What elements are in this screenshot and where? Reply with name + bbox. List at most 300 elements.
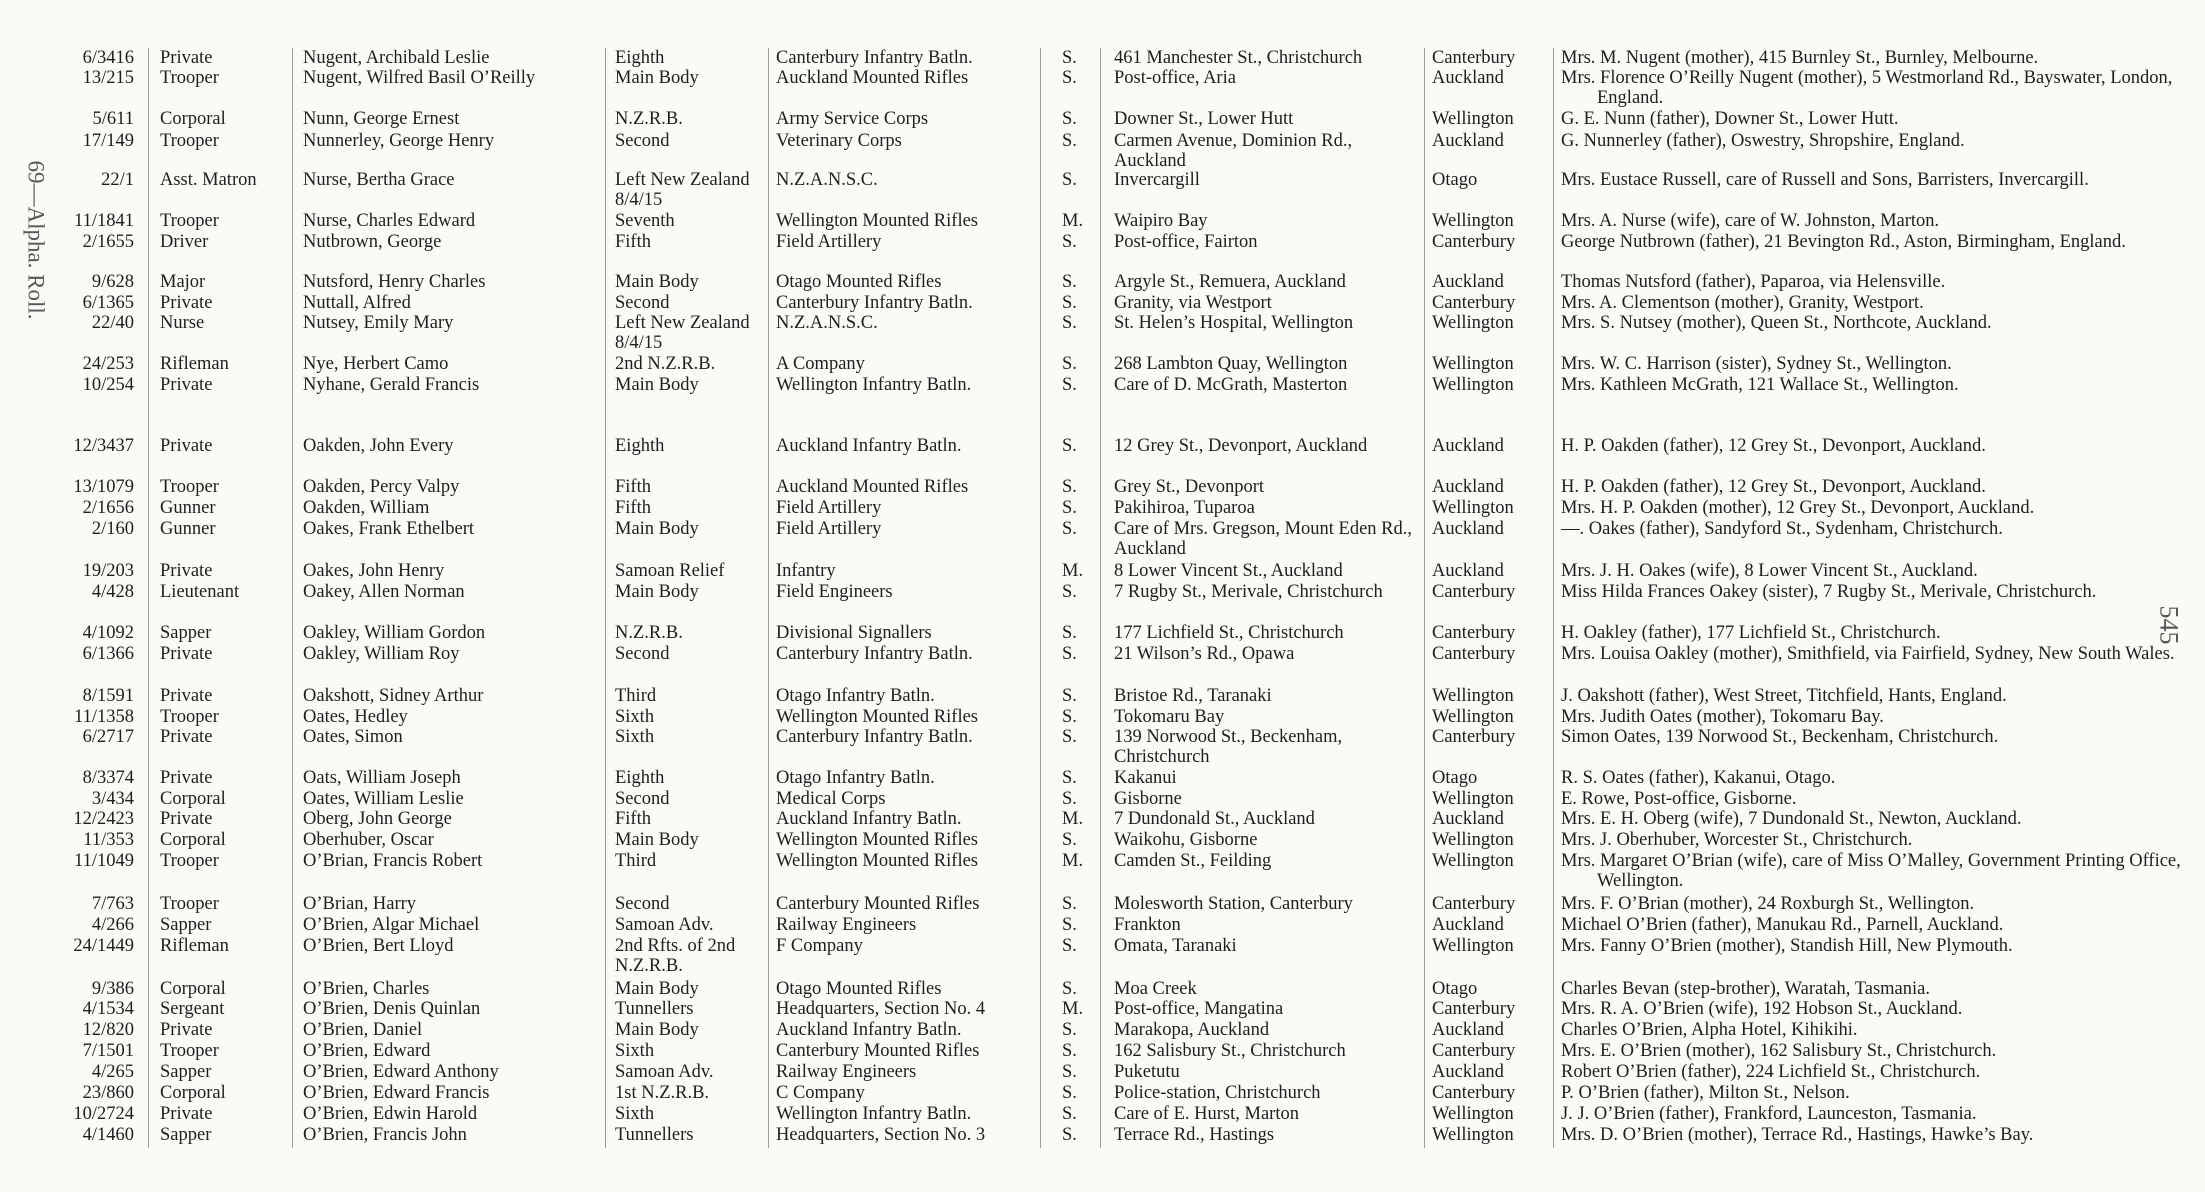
marital-status: S.	[1062, 170, 1077, 190]
service-number: 2/1655	[82, 232, 134, 252]
last-address: 8 Lower Vincent St., Auckland	[1114, 561, 1343, 581]
rank: Trooper	[160, 131, 219, 151]
last-address: 21 Wilson’s Rd., Opawa	[1114, 644, 1295, 664]
last-address: Post-office, Mangatina	[1114, 999, 1284, 1019]
service-number: 6/3416	[82, 48, 134, 68]
corps: A Company	[776, 354, 865, 374]
unit-draft: Third	[615, 851, 657, 871]
unit-draft: Eighth	[615, 48, 665, 68]
unit-draft: Second	[615, 894, 670, 914]
district: Wellington	[1432, 1104, 1514, 1124]
last-address: Care of E. Hurst, Marton	[1114, 1104, 1299, 1124]
marital-status: M.	[1062, 211, 1084, 231]
marital-status: S.	[1062, 272, 1077, 292]
next-of-kin: H. P. Oakden (father), 12 Grey St., Devonport, Auckland.	[1561, 477, 1986, 497]
marital-status: S.	[1062, 1083, 1077, 1103]
soldier-name: Nuttall, Alfred	[303, 293, 411, 313]
rank: Corporal	[160, 109, 226, 129]
corps: Field Artillery	[776, 519, 882, 539]
rank: Sapper	[160, 1062, 212, 1082]
rank: Private	[160, 1104, 213, 1124]
soldier-name: Oats, William Joseph	[303, 768, 461, 788]
unit-draft: Samoan Adv.	[615, 915, 714, 935]
district: Wellington	[1432, 109, 1514, 129]
district: Canterbury	[1432, 232, 1516, 252]
district: Wellington	[1432, 789, 1514, 809]
unit-draft: 1st N.Z.R.B.	[615, 1083, 710, 1103]
marital-status: S.	[1062, 727, 1077, 747]
soldier-name: O’Brien, Edward Francis	[303, 1083, 490, 1103]
service-number: 19/203	[82, 561, 134, 581]
unit-draft: Tunnellers	[615, 999, 694, 1019]
corps: Canterbury Infantry Batln.	[776, 727, 973, 747]
district: Canterbury	[1432, 727, 1516, 747]
soldier-name: O’Brien, Edwin Harold	[303, 1104, 478, 1124]
unit-draft: Sixth	[615, 727, 655, 747]
rank: Sapper	[160, 915, 212, 935]
next-of-kin: Michael O’Brien (father), Manukau Rd., Parnell, Auckland.	[1561, 915, 2004, 935]
soldier-name: Nugent, Archibald Leslie	[303, 48, 490, 68]
soldier-name: Nyhane, Gerald Francis	[303, 375, 480, 395]
unit-draft: Fifth	[615, 498, 651, 518]
next-of-kin: E. Rowe, Post-office, Gisborne.	[1561, 789, 1797, 809]
soldier-name: Oakden, John Every	[303, 436, 454, 456]
unit-draft: Sixth	[615, 1041, 655, 1061]
last-address: 7 Rugby St., Merivale, Christchurch	[1114, 582, 1383, 602]
unit-draft: Main Body	[615, 519, 699, 539]
soldier-name: Nunnerley, George Henry	[303, 131, 495, 151]
marital-status: M.	[1062, 561, 1084, 581]
corps: Wellington Mounted Rifles	[776, 830, 978, 850]
unit-draft: Main Body	[615, 830, 699, 850]
corps: Auckland Infantry Batln.	[776, 809, 962, 829]
unit-draft: Eighth	[615, 436, 665, 456]
corps: Field Artillery	[776, 232, 882, 252]
rank: Gunner	[160, 498, 216, 518]
soldier-name: O’Brien, Charles	[303, 979, 430, 999]
service-number: 2/1656	[82, 498, 134, 518]
rank: Private	[160, 48, 213, 68]
marital-status: S.	[1062, 1062, 1077, 1082]
district: Auckland	[1432, 131, 1504, 151]
soldier-name: O’Brian, Francis Robert	[303, 851, 483, 871]
service-number: 10/254	[82, 375, 134, 395]
roll-entry	[0, 375, 2205, 435]
last-address: Tokomaru Bay	[1114, 707, 1225, 727]
marital-status: S.	[1062, 68, 1077, 88]
next-of-kin: Mrs. R. A. O’Brien (wife), 192 Hobson St., Auckland.	[1561, 999, 1963, 1019]
next-of-kin: Mrs. J. Oberhuber, Worcester St., Christchurch.	[1561, 830, 1913, 850]
next-of-kin: Mrs. Kathleen McGrath, 121 Wallace St., Wellington.	[1561, 375, 1959, 395]
marital-status: S.	[1062, 477, 1077, 497]
soldier-name: Oakes, Frank Ethelbert	[303, 519, 475, 539]
marital-status: S.	[1062, 936, 1077, 956]
soldier-name: O’Brien, Denis Quinlan	[303, 999, 481, 1019]
district: Canterbury	[1432, 644, 1516, 664]
district: Wellington	[1432, 375, 1514, 395]
district: Canterbury	[1432, 999, 1516, 1019]
district: Canterbury	[1432, 1041, 1516, 1061]
corps: Army Service Corps	[776, 109, 929, 129]
next-of-kin: Mrs. F. O’Brian (mother), 24 Roxburgh St., Wellington.	[1561, 894, 1975, 914]
service-number: 2/160	[91, 519, 134, 539]
district: Canterbury	[1432, 48, 1516, 68]
corps: Wellington Mounted Rifles	[776, 707, 978, 727]
corps: Canterbury Infantry Batln.	[776, 48, 973, 68]
last-address: Downer St., Lower Hutt	[1114, 109, 1294, 129]
rank: Trooper	[160, 68, 219, 88]
corps: Railway Engineers	[776, 915, 917, 935]
rank: Trooper	[160, 211, 219, 231]
rank: Private	[160, 293, 213, 313]
next-of-kin: Mrs. E. H. Oberg (wife), 7 Dundonald St., Newton, Auckland.	[1561, 809, 2022, 829]
rank: Corporal	[160, 830, 226, 850]
marital-status: S.	[1062, 375, 1077, 395]
service-number: 13/1079	[73, 477, 134, 497]
roll-side-label: 69—Alpha. Roll.	[24, 160, 49, 320]
next-of-kin: Mrs. Eustace Russell, care of Russell and Sons, Barristers, Invercargill.	[1561, 170, 2089, 190]
last-address: Puketutu	[1114, 1062, 1180, 1082]
marital-status: S.	[1062, 979, 1077, 999]
soldier-name: Oakley, William Gordon	[303, 623, 486, 643]
district: Wellington	[1432, 1125, 1514, 1145]
last-address: Care of D. McGrath, Masterton	[1114, 375, 1348, 395]
next-of-kin: Thomas Nutsford (father), Paparoa, via Helensville.	[1561, 272, 1946, 292]
district: Auckland	[1432, 1062, 1504, 1082]
service-number: 9/628	[91, 272, 134, 292]
next-of-kin: Mrs. W. C. Harrison (sister), Sydney St., Wellington.	[1561, 354, 1952, 374]
rank: Driver	[160, 232, 209, 252]
next-of-kin: Charles Bevan (step-brother), Waratah, Tasmania.	[1561, 979, 1930, 999]
district: Wellington	[1432, 707, 1514, 727]
last-address: Marakopa, Auckland	[1114, 1020, 1270, 1040]
last-address: Care of Mrs. Gregson, Mount Eden Rd., Auckland	[1114, 519, 1413, 559]
next-of-kin: —. Oakes (father), Sandyford St., Sydenham, Christchurch.	[1561, 519, 2003, 539]
corps: Railway Engineers	[776, 1062, 917, 1082]
next-of-kin: Mrs. M. Nugent (mother), 415 Burnley St., Burnley, Melbourne.	[1561, 48, 2039, 68]
soldier-name: Oakden, Percy Valpy	[303, 477, 460, 497]
unit-draft: 2nd N.Z.R.B.	[615, 354, 716, 374]
service-number: 22/40	[91, 313, 134, 333]
marital-status: S.	[1062, 1104, 1077, 1124]
last-address: Police-station, Christchurch	[1114, 1083, 1321, 1103]
soldier-name: Nunn, George Ernest	[303, 109, 460, 129]
rank: Nurse	[160, 313, 205, 333]
last-address: Terrace Rd., Hastings	[1114, 1125, 1275, 1145]
last-address: Waipiro Bay	[1114, 211, 1208, 231]
last-address: 139 Norwood St., Beckenham, Christchurch	[1114, 727, 1343, 767]
marital-status: S.	[1062, 623, 1077, 643]
district: Wellington	[1432, 936, 1514, 956]
district: Auckland	[1432, 68, 1504, 88]
service-number: 9/386	[91, 979, 134, 999]
unit-draft: Left New Zealand 8/4/15	[615, 170, 750, 210]
unit-draft: Sixth	[615, 1104, 655, 1124]
corps: Veterinary Corps	[776, 131, 902, 151]
last-address: Moa Creek	[1114, 979, 1197, 999]
district: Canterbury	[1432, 293, 1516, 313]
unit-draft: N.Z.R.B.	[615, 623, 683, 643]
rank: Trooper	[160, 707, 219, 727]
corps: Divisional Signallers	[776, 623, 932, 643]
corps: C Company	[776, 1083, 865, 1103]
service-number: 13/215	[82, 68, 134, 88]
corps: Canterbury Mounted Rifles	[776, 1041, 980, 1061]
soldier-name: Oates, William Leslie	[303, 789, 464, 809]
district: Otago	[1432, 979, 1478, 999]
service-number: 7/763	[91, 894, 134, 914]
corps: Canterbury Infantry Batln.	[776, 293, 973, 313]
district: Wellington	[1432, 851, 1514, 871]
service-number: 4/1092	[82, 623, 134, 643]
soldier-name: O’Brien, Bert Lloyd	[303, 936, 454, 956]
last-address: 7 Dundonald St., Auckland	[1114, 809, 1315, 829]
corps: Canterbury Mounted Rifles	[776, 894, 980, 914]
unit-draft: Seventh	[615, 211, 675, 231]
district: Otago	[1432, 768, 1478, 788]
corps: Headquarters, Section No. 3	[776, 1125, 986, 1145]
roll-entry	[0, 1125, 2205, 1185]
soldier-name: Oates, Simon	[303, 727, 403, 747]
corps: Auckland Infantry Batln.	[776, 1020, 962, 1040]
unit-draft: Samoan Relief	[615, 561, 725, 581]
marital-status: S.	[1062, 582, 1077, 602]
soldier-name: Nutsey, Emily Mary	[303, 313, 454, 333]
marital-status: S.	[1062, 293, 1077, 313]
last-address: Gisborne	[1114, 789, 1182, 809]
next-of-kin: Mrs. A. Nurse (wife), care of W. Johnston, Marton.	[1561, 211, 1940, 231]
next-of-kin: G. E. Nunn (father), Downer St., Lower Hutt.	[1561, 109, 1899, 129]
unit-draft: 2nd Rfts. of 2nd N.Z.R.B.	[615, 936, 736, 976]
rank: Gunner	[160, 519, 216, 539]
service-number: 5/611	[92, 109, 134, 129]
district: Auckland	[1432, 1020, 1504, 1040]
rank: Lieutenant	[160, 582, 240, 602]
next-of-kin: G. Nunnerley (father), Oswestry, Shropshire, England.	[1561, 131, 1965, 151]
last-address: 268 Lambton Quay, Wellington	[1114, 354, 1348, 374]
district: Wellington	[1432, 830, 1514, 850]
service-number: 4/1460	[82, 1125, 134, 1145]
last-address: Molesworth Station, Canterbury	[1114, 894, 1353, 914]
corps: Field Engineers	[776, 582, 893, 602]
next-of-kin: Simon Oates, 139 Norwood St., Beckenham, Christchurch.	[1561, 727, 1999, 747]
next-of-kin: J. Oakshott (father), West Street, Titchfield, Hants, England.	[1561, 686, 2007, 706]
next-of-kin: Charles O’Brien, Alpha Hotel, Kihikihi.	[1561, 1020, 1858, 1040]
soldier-name: Nurse, Bertha Grace	[303, 170, 455, 190]
rank: Private	[160, 1020, 213, 1040]
marital-status: S.	[1062, 915, 1077, 935]
unit-draft: Second	[615, 293, 670, 313]
next-of-kin: P. O’Brien (father), Milton St., Nelson.	[1561, 1083, 1850, 1103]
next-of-kin: Mrs. Louisa Oakley (mother), Smithfield, via Fairfield, Sydney, New South Wales.	[1561, 644, 2175, 664]
corps: Auckland Infantry Batln.	[776, 436, 962, 456]
rank: Private	[160, 768, 213, 788]
soldier-name: Nurse, Charles Edward	[303, 211, 476, 231]
unit-draft: Second	[615, 644, 670, 664]
corps: Medical Corps	[776, 789, 886, 809]
marital-status: S.	[1062, 644, 1077, 664]
unit-draft: Main Body	[615, 1020, 699, 1040]
rank: Private	[160, 375, 213, 395]
district: Wellington	[1432, 313, 1514, 333]
marital-status: S.	[1062, 498, 1077, 518]
corps: Otago Mounted Rifles	[776, 272, 942, 292]
soldier-name: Nugent, Wilfred Basil O’Reilly	[303, 68, 536, 88]
service-number: 4/266	[91, 915, 134, 935]
corps: N.Z.A.N.S.C.	[776, 170, 878, 190]
corps: N.Z.A.N.S.C.	[776, 313, 878, 333]
next-of-kin: Mrs. H. P. Oakden (mother), 12 Grey St., Devonport, Auckland.	[1561, 498, 2035, 518]
last-address: Post-office, Fairton	[1114, 232, 1258, 252]
rank: Trooper	[160, 1041, 219, 1061]
next-of-kin: Mrs. D. O’Brien (mother), Terrace Rd., Hastings, Hawke’s Bay.	[1561, 1125, 2034, 1145]
district: Auckland	[1432, 809, 1504, 829]
next-of-kin: Mrs. Fanny O’Brien (mother), Standish Hill, New Plymouth.	[1561, 936, 2013, 956]
service-number: 3/434	[91, 789, 134, 809]
rank: Private	[160, 809, 213, 829]
unit-draft: Samoan Adv.	[615, 1062, 714, 1082]
soldier-name: Nutbrown, George	[303, 232, 442, 252]
last-address: Pakihiroa, Tuparoa	[1114, 498, 1255, 518]
district: Wellington	[1432, 498, 1514, 518]
corps: Wellington Infantry Batln.	[776, 1104, 972, 1124]
soldier-name: Oakden, William	[303, 498, 430, 518]
next-of-kin: Miss Hilda Frances Oakey (sister), 7 Rugby St., Merivale, Christchurch.	[1561, 582, 2097, 602]
marital-status: S.	[1062, 48, 1077, 68]
service-number: 11/1358	[74, 707, 134, 727]
soldier-name: Oates, Hedley	[303, 707, 408, 727]
rank: Private	[160, 436, 213, 456]
district: Wellington	[1432, 354, 1514, 374]
district: Canterbury	[1432, 1083, 1516, 1103]
soldier-name: Oberhuber, Oscar	[303, 830, 434, 850]
next-of-kin: Mrs. Margaret O’Brian (wife), care of Miss O’Malley, Government Printing Office, Wellington.	[1561, 851, 2181, 891]
last-address: Omata, Taranaki	[1114, 936, 1237, 956]
rank: Sergeant	[160, 999, 225, 1019]
soldier-name: Nye, Herbert Camo	[303, 354, 449, 374]
rank: Corporal	[160, 979, 226, 999]
marital-status: S.	[1062, 436, 1077, 456]
corps: Field Artillery	[776, 498, 882, 518]
service-number: 4/1534	[82, 999, 134, 1019]
corps: Auckland Mounted Rifles	[776, 477, 969, 497]
unit-draft: N.Z.R.B.	[615, 109, 683, 129]
last-address: Frankton	[1114, 915, 1181, 935]
next-of-kin: H. P. Oakden (father), 12 Grey St., Devonport, Auckland.	[1561, 436, 1986, 456]
marital-status: S.	[1062, 1041, 1077, 1061]
last-address: Camden St., Feilding	[1114, 851, 1272, 871]
next-of-kin: Mrs. A. Clementson (mother), Granity, Westport.	[1561, 293, 1924, 313]
district: Auckland	[1432, 272, 1504, 292]
next-of-kin: George Nutbrown (father), 21 Bevington Rd., Aston, Birmingham, England.	[1561, 232, 2126, 252]
service-number: 22/1	[101, 170, 134, 190]
rank: Private	[160, 686, 213, 706]
district: Wellington	[1432, 686, 1514, 706]
next-of-kin: H. Oakley (father), 177 Lichfield St., Christchurch.	[1561, 623, 1941, 643]
unit-draft: Third	[615, 686, 657, 706]
soldier-name: O’Brian, Harry	[303, 894, 417, 914]
next-of-kin: Mrs. J. H. Oakes (wife), 8 Lower Vincent St., Auckland.	[1561, 561, 1978, 581]
soldier-name: O’Brien, Edward Anthony	[303, 1062, 499, 1082]
soldier-name: Nutsford, Henry Charles	[303, 272, 486, 292]
corps: F Company	[776, 936, 863, 956]
marital-status: M.	[1062, 999, 1084, 1019]
service-number: 12/2423	[73, 809, 134, 829]
soldier-name: Oakshott, Sidney Arthur	[303, 686, 484, 706]
last-address: Bristoe Rd., Taranaki	[1114, 686, 1272, 706]
marital-status: S.	[1062, 686, 1077, 706]
unit-draft: Main Body	[615, 582, 699, 602]
district: Auckland	[1432, 436, 1504, 456]
marital-status: S.	[1062, 789, 1077, 809]
soldier-name: Oberg, John George	[303, 809, 452, 829]
unit-draft: Fifth	[615, 809, 651, 829]
soldier-name: O’Brien, Daniel	[303, 1020, 423, 1040]
marital-status: S.	[1062, 109, 1077, 129]
last-address: Grey St., Devonport	[1114, 477, 1265, 497]
service-number: 11/1049	[74, 851, 134, 871]
soldier-name: O’Brien, Edward	[303, 1041, 431, 1061]
rank: Trooper	[160, 851, 219, 871]
last-address: Argyle St., Remuera, Auckland	[1114, 272, 1346, 292]
district: Auckland	[1432, 561, 1504, 581]
soldier-name: O’Brien, Algar Michael	[303, 915, 480, 935]
corps: Otago Mounted Rifles	[776, 979, 942, 999]
last-address: Post-office, Aria	[1114, 68, 1236, 88]
marital-status: S.	[1062, 768, 1077, 788]
soldier-name: Oakes, John Henry	[303, 561, 445, 581]
marital-status: S.	[1062, 1125, 1077, 1145]
service-number: 24/253	[82, 354, 134, 374]
unit-draft: Eighth	[615, 768, 665, 788]
corps: Wellington Infantry Batln.	[776, 375, 972, 395]
unit-draft: Sixth	[615, 707, 655, 727]
service-number: 24/1449	[73, 936, 134, 956]
corps: Auckland Mounted Rifles	[776, 68, 969, 88]
marital-status: S.	[1062, 1020, 1077, 1040]
rank: Rifleman	[160, 936, 229, 956]
marital-status: S.	[1062, 707, 1077, 727]
service-number: 23/860	[82, 1083, 134, 1103]
corps: Infantry	[776, 561, 836, 581]
soldier-name: Oakley, William Roy	[303, 644, 460, 664]
district: Auckland	[1432, 915, 1504, 935]
last-address: Invercargill	[1114, 170, 1200, 190]
next-of-kin: Mrs. E. O’Brien (mother), 162 Salisbury St., Christchurch.	[1561, 1041, 1997, 1061]
unit-draft: Main Body	[615, 375, 699, 395]
next-of-kin: Robert O’Brien (father), 224 Lichfield St., Christchurch.	[1561, 1062, 1981, 1082]
corps: Otago Infantry Batln.	[776, 686, 935, 706]
last-address: Carmen Avenue, Dominion Rd., Auckland	[1114, 131, 1353, 171]
last-address: St. Helen’s Hospital, Wellington	[1114, 313, 1354, 333]
last-address: Kakanui	[1114, 768, 1177, 788]
corps: Canterbury Infantry Batln.	[776, 644, 973, 664]
unit-draft: Main Body	[615, 272, 699, 292]
marital-status: S.	[1062, 232, 1077, 252]
last-address: 12 Grey St., Devonport, Auckland	[1114, 436, 1368, 456]
soldier-name: O’Brien, Francis John	[303, 1125, 467, 1145]
next-of-kin: J. J. O’Brien (father), Frankford, Launceston, Tasmania.	[1561, 1104, 1977, 1124]
rank: Private	[160, 727, 213, 747]
unit-draft: Tunnellers	[615, 1125, 694, 1145]
district: Canterbury	[1432, 894, 1516, 914]
service-number: 12/3437	[73, 436, 134, 456]
service-number: 8/1591	[82, 686, 134, 706]
rank: Asst. Matron	[160, 170, 257, 190]
corps: Headquarters, Section No. 4	[776, 999, 986, 1019]
service-number: 8/3374	[82, 768, 134, 788]
service-number: 10/2724	[73, 1104, 134, 1124]
